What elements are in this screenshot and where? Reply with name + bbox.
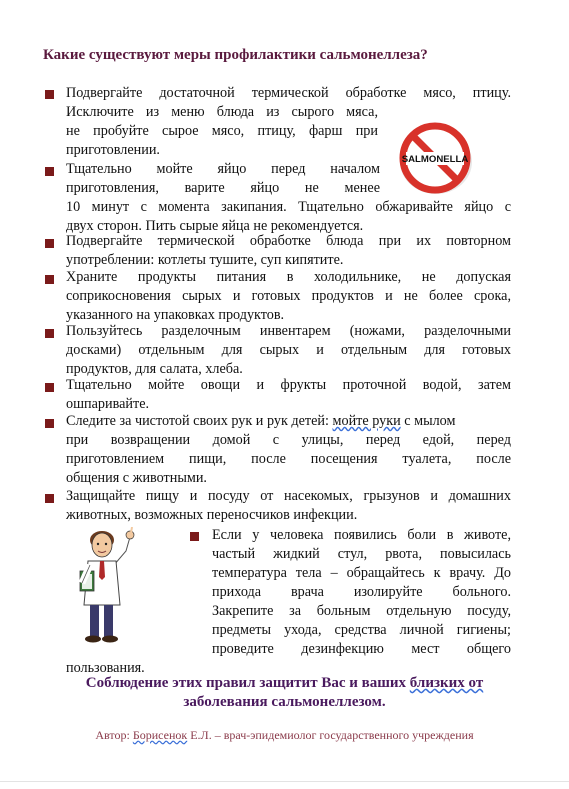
- item-8-line-2: животных, возможных переносчиков инфекции.: [66, 507, 358, 523]
- bullet-marker: [45, 419, 54, 428]
- item-4-line-1: Храните продукты питания в холодильнике, не допуская: [66, 269, 511, 285]
- bullet-marker: [190, 532, 199, 541]
- item-9-line-4: прихода врача изолируйте больного.: [212, 584, 511, 600]
- item-3-line-1: Подвергайте термической обработке блюда при их повторном: [66, 233, 511, 249]
- item-9-line-3: температура тела – обращайтесь к врачу. До: [212, 565, 511, 581]
- page-bottom-divider: [0, 781, 569, 782]
- bullet-marker: [45, 494, 54, 503]
- item-2-line-3: 10 минут с момента закипания. Тщательно обжаривайте яйцо с: [66, 199, 511, 215]
- item-7-line-1: [66, 412, 511, 431]
- bullet-marker: [45, 90, 54, 99]
- page-title: Какие существуют меры профилактики сальмонеллеза?: [43, 47, 428, 63]
- item-7-line-2: при возвращении домой с улицы, перед едой, перед: [66, 432, 511, 448]
- item-6-line-2: ошпаривайте.: [66, 396, 150, 412]
- item-9-line-7: проведите дезинфекцию мест общего: [212, 641, 511, 657]
- item-5-line-1: Пользуйтесь разделочным инвентарем (ножами, разделочными: [66, 323, 511, 339]
- item-7-text-post: с мылом: [400, 413, 456, 429]
- item-7-text-underlined: мойте руки: [332, 413, 401, 429]
- item-1-line-1: Подвергайте достаточной термической обработке мясо, птицу.: [66, 85, 511, 101]
- item-1-line-2: Исключите из меню блюда из сырого мяса,: [66, 104, 378, 120]
- author-credit: [40, 728, 529, 743]
- item-4-line-2: соприкосновения сырых и готовых продуктов и не более срока,: [66, 288, 511, 304]
- no-salmonella-sign-icon: [398, 121, 474, 197]
- item-3-line-2: употреблении: котлеты тушите, суп кипятите.: [66, 252, 344, 268]
- sign-label: SALMONELLA: [401, 154, 469, 165]
- author-surname: Борисенок: [132, 728, 188, 742]
- item-1-line-4: приготовлении.: [66, 142, 160, 158]
- item-7-line-4: общения с животными.: [66, 470, 207, 486]
- item-8-line-1: Защищайте пищу и посуду от насекомых, грызунов и домашних: [66, 488, 511, 504]
- item-5-line-2: досками) отдельным для сырых и отдельным для готовых: [66, 342, 511, 358]
- item-9-line-2: частый жидкий стул, рвота, повысилась: [212, 546, 511, 562]
- item-2-line-4: двух сторон. Пить сырые яйца не рекомендуется.: [66, 218, 364, 234]
- bullet-marker: [45, 167, 54, 176]
- bullet-marker: [45, 275, 54, 284]
- item-1-line-3: не пробуйте сырое мясо, птицу, фарш при: [66, 123, 378, 139]
- item-2-line-2: приготовления, варите яйцо не менее: [66, 180, 380, 196]
- item-5-line-3: продуктов, для салата, хлеба.: [66, 361, 243, 377]
- closing-statement-line-1: [40, 674, 529, 693]
- item-6-line-1: Тщательно мойте овощи и фрукты проточной водой, затем: [66, 377, 511, 393]
- closing-statement-pre: Соблюдение этих правил защитит Вас и ваших: [85, 675, 410, 691]
- bullet-marker: [45, 383, 54, 392]
- item-7-text-pre: Следите за чистотой своих рук и рук детей:: [66, 413, 333, 429]
- item-2-line-1: Тщательно мойте яйцо перед началом: [66, 161, 380, 177]
- item-9-line-6: предметы ухода, средства личной гигиены;: [212, 622, 511, 638]
- item-7-line-3: приготовлением пищи, после посещения туалета, после: [66, 451, 511, 467]
- bullet-marker: [45, 239, 54, 248]
- item-4-line-3: указанного на упаковках продуктов.: [66, 307, 285, 323]
- doctor-illustration-icon: [60, 527, 150, 647]
- author-label: Автор:: [95, 728, 133, 742]
- bullet-marker: [45, 329, 54, 338]
- item-9-line-1: Если у человека появились боли в животе,: [212, 527, 511, 543]
- author-position: Е.Л. – врач-эпидемиолог государственного учреждения: [187, 728, 474, 742]
- item-9-line-5: Закрепите за больным отдельную посуду,: [212, 603, 511, 619]
- item-9-line-8: пользования.: [66, 660, 145, 676]
- closing-statement-underlined: близких от: [409, 675, 484, 691]
- closing-statement-line-2: заболевания сальмонеллезом.: [183, 694, 386, 710]
